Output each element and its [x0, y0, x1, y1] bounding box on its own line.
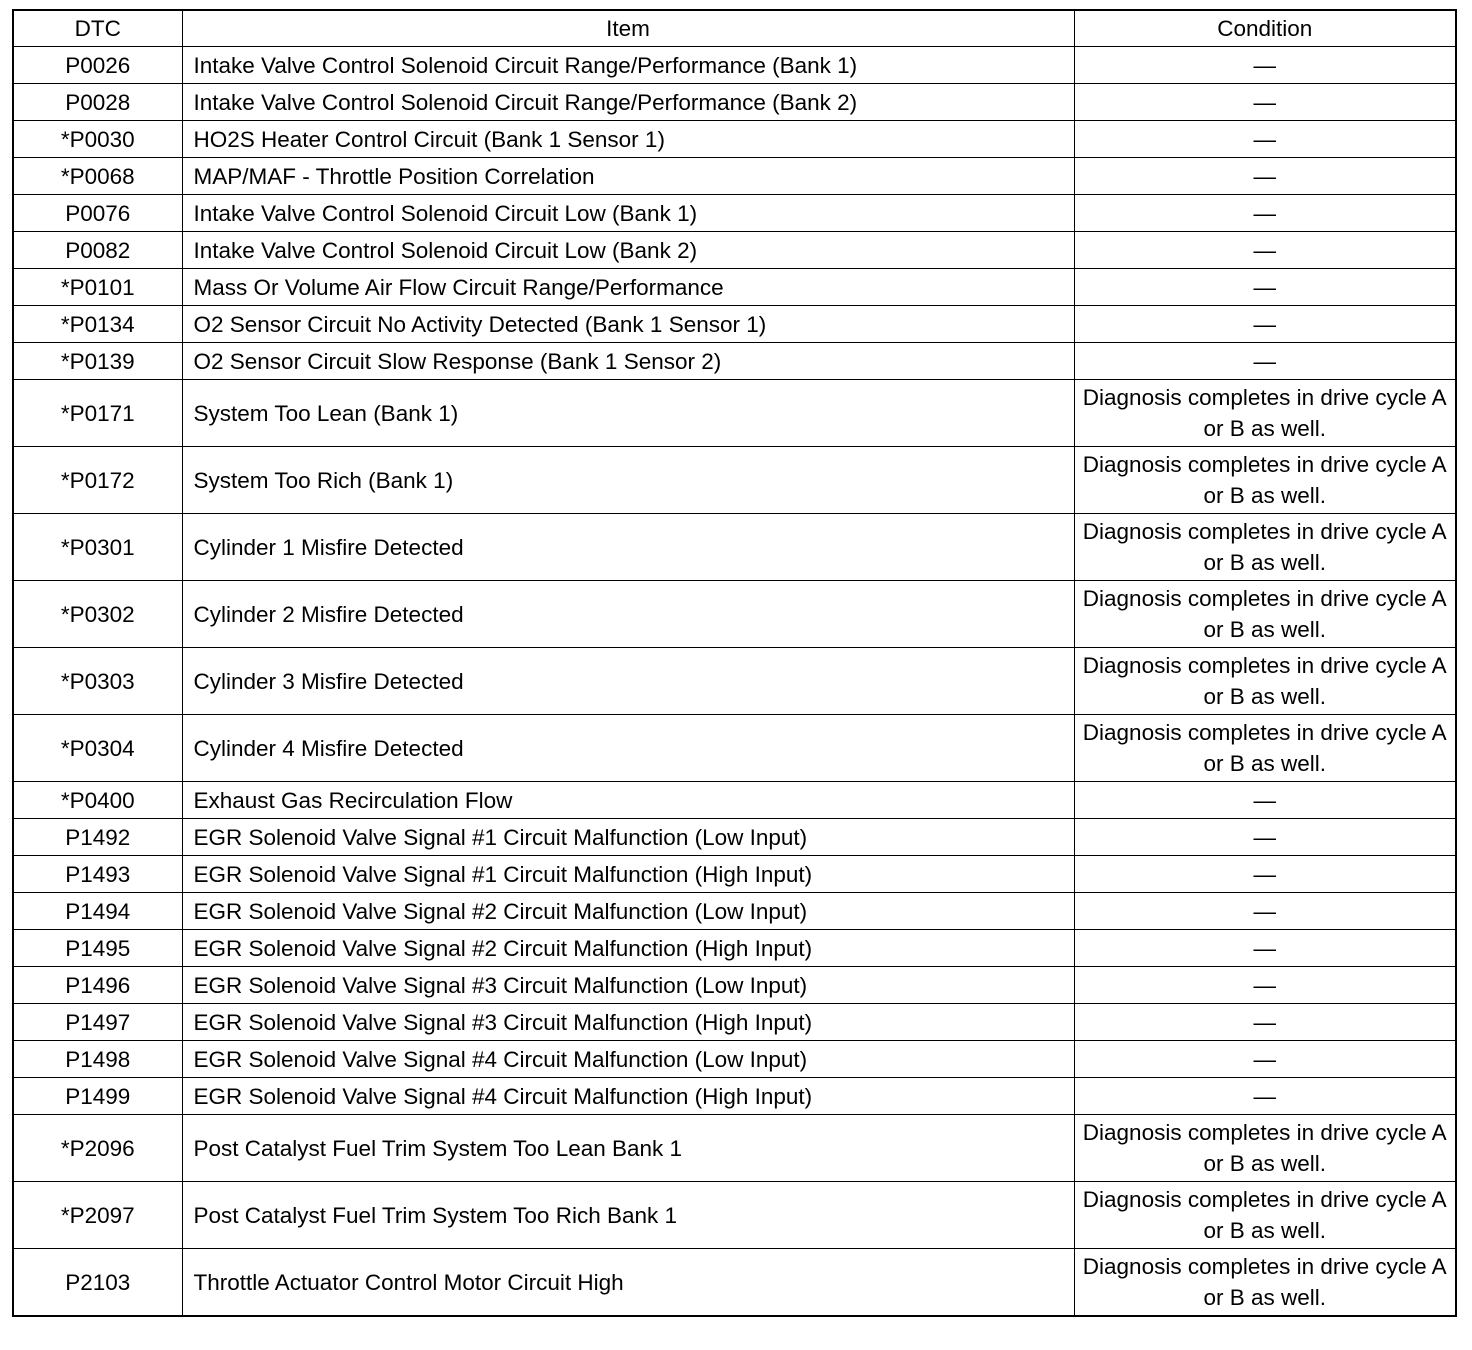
- dtc-code: *P0172: [13, 447, 182, 514]
- item-description: Cylinder 4 Misfire Detected: [182, 715, 1074, 782]
- table-row: [13, 306, 1456, 343]
- table-row: [13, 1182, 1456, 1249]
- header-item: Item: [182, 10, 1074, 47]
- item-description: Exhaust Gas Recirculation Flow: [182, 782, 1074, 819]
- condition: —: [1074, 47, 1456, 84]
- item-description: O2 Sensor Circuit No Activity Detected (Bank 1 Sensor 1): [182, 306, 1074, 343]
- dtc-code: P1494: [13, 893, 182, 930]
- dtc-code: P1496: [13, 967, 182, 1004]
- header-row: [13, 10, 1456, 47]
- item-description: Post Catalyst Fuel Trim System Too Lean Bank 1: [182, 1115, 1074, 1182]
- item-description: Intake Valve Control Solenoid Circuit Range/Performance (Bank 1): [182, 47, 1074, 84]
- dtc-code: *P2097: [13, 1182, 182, 1249]
- dtc-code: P1493: [13, 856, 182, 893]
- condition: —: [1074, 1004, 1456, 1041]
- condition: Diagnosis completes in drive cycle A or B as well.: [1074, 581, 1456, 648]
- table-header: [13, 10, 1456, 47]
- dtc-code: *P0171: [13, 380, 182, 447]
- item-description: Post Catalyst Fuel Trim System Too Rich Bank 1: [182, 1182, 1074, 1249]
- dtc-code: *P0030: [13, 121, 182, 158]
- condition: —: [1074, 232, 1456, 269]
- table-row: [13, 1004, 1456, 1041]
- table-row: [13, 380, 1456, 447]
- condition: —: [1074, 306, 1456, 343]
- item-description: EGR Solenoid Valve Signal #3 Circuit Malfunction (Low Input): [182, 967, 1074, 1004]
- table-row: [13, 715, 1456, 782]
- condition: Diagnosis completes in drive cycle A or B as well.: [1074, 648, 1456, 715]
- dtc-code: *P0400: [13, 782, 182, 819]
- table-row: [13, 648, 1456, 715]
- item-description: EGR Solenoid Valve Signal #4 Circuit Malfunction (High Input): [182, 1078, 1074, 1115]
- condition: —: [1074, 269, 1456, 306]
- table-row: [13, 581, 1456, 648]
- condition: Diagnosis completes in drive cycle A or B as well.: [1074, 514, 1456, 581]
- condition: —: [1074, 1078, 1456, 1115]
- item-description: EGR Solenoid Valve Signal #4 Circuit Malfunction (Low Input): [182, 1041, 1074, 1078]
- dtc-code: P1495: [13, 930, 182, 967]
- condition: —: [1074, 343, 1456, 380]
- table-row: [13, 893, 1456, 930]
- item-description: System Too Lean (Bank 1): [182, 380, 1074, 447]
- dtc-code: P1499: [13, 1078, 182, 1115]
- table-row: [13, 1115, 1456, 1182]
- dtc-code: *P0068: [13, 158, 182, 195]
- dtc-code: P1498: [13, 1041, 182, 1078]
- dtc-code: *P0303: [13, 648, 182, 715]
- item-description: Mass Or Volume Air Flow Circuit Range/Performance: [182, 269, 1074, 306]
- table-row: [13, 1078, 1456, 1115]
- item-description: Cylinder 1 Misfire Detected: [182, 514, 1074, 581]
- item-description: Cylinder 2 Misfire Detected: [182, 581, 1074, 648]
- condition: —: [1074, 1041, 1456, 1078]
- table-row: [13, 47, 1456, 84]
- table-body: [13, 47, 1456, 1317]
- item-description: EGR Solenoid Valve Signal #1 Circuit Malfunction (Low Input): [182, 819, 1074, 856]
- condition: —: [1074, 819, 1456, 856]
- dtc-code: *P2096: [13, 1115, 182, 1182]
- condition: Diagnosis completes in drive cycle A or B as well.: [1074, 1115, 1456, 1182]
- table-row: [13, 930, 1456, 967]
- condition: —: [1074, 967, 1456, 1004]
- table-row: [13, 514, 1456, 581]
- condition: —: [1074, 84, 1456, 121]
- dtc-code: *P0301: [13, 514, 182, 581]
- condition: Diagnosis completes in drive cycle A or B as well.: [1074, 380, 1456, 447]
- item-description: MAP/MAF - Throttle Position Correlation: [182, 158, 1074, 195]
- item-description: EGR Solenoid Valve Signal #3 Circuit Malfunction (High Input): [182, 1004, 1074, 1041]
- header-condition: Condition: [1074, 10, 1456, 47]
- table-row: [13, 232, 1456, 269]
- item-description: System Too Rich (Bank 1): [182, 447, 1074, 514]
- table-row: [13, 967, 1456, 1004]
- condition: —: [1074, 856, 1456, 893]
- item-description: HO2S Heater Control Circuit (Bank 1 Sensor 1): [182, 121, 1074, 158]
- table-row: [13, 269, 1456, 306]
- dtc-code: *P0134: [13, 306, 182, 343]
- dtc-code: *P0304: [13, 715, 182, 782]
- item-description: EGR Solenoid Valve Signal #1 Circuit Malfunction (High Input): [182, 856, 1074, 893]
- item-description: Intake Valve Control Solenoid Circuit Low (Bank 1): [182, 195, 1074, 232]
- dtc-table: [12, 9, 1457, 1317]
- item-description: Throttle Actuator Control Motor Circuit High: [182, 1249, 1074, 1317]
- item-description: EGR Solenoid Valve Signal #2 Circuit Malfunction (High Input): [182, 930, 1074, 967]
- dtc-code: *P0101: [13, 269, 182, 306]
- table-row: [13, 782, 1456, 819]
- dtc-code: *P0139: [13, 343, 182, 380]
- condition: —: [1074, 893, 1456, 930]
- condition: Diagnosis completes in drive cycle A or B as well.: [1074, 715, 1456, 782]
- condition: —: [1074, 195, 1456, 232]
- item-description: O2 Sensor Circuit Slow Response (Bank 1 Sensor 2): [182, 343, 1074, 380]
- item-description: Intake Valve Control Solenoid Circuit Range/Performance (Bank 2): [182, 84, 1074, 121]
- condition: —: [1074, 158, 1456, 195]
- table-row: [13, 1041, 1456, 1078]
- dtc-code: P0076: [13, 195, 182, 232]
- table-row: [13, 856, 1456, 893]
- dtc-code: P0082: [13, 232, 182, 269]
- table-row: [13, 343, 1456, 380]
- dtc-code: P2103: [13, 1249, 182, 1317]
- header-dtc: DTC: [13, 10, 182, 47]
- condition: —: [1074, 782, 1456, 819]
- table-row: [13, 121, 1456, 158]
- table-row: [13, 819, 1456, 856]
- table-row: [13, 158, 1456, 195]
- table-row: [13, 84, 1456, 121]
- item-description: EGR Solenoid Valve Signal #2 Circuit Malfunction (Low Input): [182, 893, 1074, 930]
- table-row: [13, 1249, 1456, 1317]
- dtc-code: P1497: [13, 1004, 182, 1041]
- condition: —: [1074, 121, 1456, 158]
- item-description: Cylinder 3 Misfire Detected: [182, 648, 1074, 715]
- condition: Diagnosis completes in drive cycle A or B as well.: [1074, 1249, 1456, 1317]
- table-row: [13, 195, 1456, 232]
- condition: —: [1074, 930, 1456, 967]
- dtc-code: P0028: [13, 84, 182, 121]
- table-row: [13, 447, 1456, 514]
- condition: Diagnosis completes in drive cycle A or B as well.: [1074, 1182, 1456, 1249]
- dtc-code: P0026: [13, 47, 182, 84]
- condition: Diagnosis completes in drive cycle A or B as well.: [1074, 447, 1456, 514]
- dtc-code: P1492: [13, 819, 182, 856]
- item-description: Intake Valve Control Solenoid Circuit Low (Bank 2): [182, 232, 1074, 269]
- dtc-code: *P0302: [13, 581, 182, 648]
